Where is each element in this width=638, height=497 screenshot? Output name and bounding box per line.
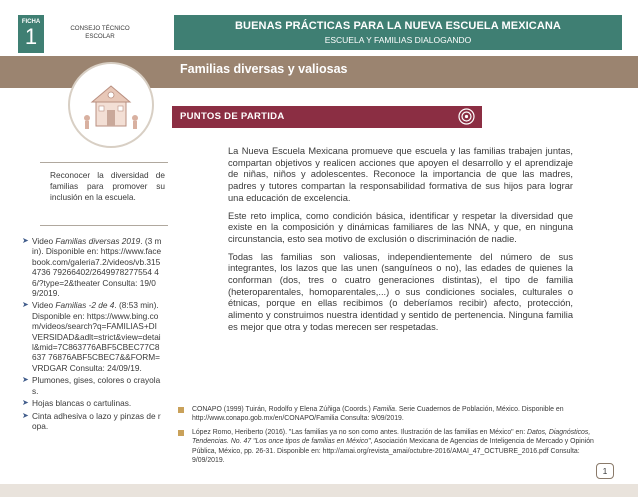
page-number: 1 bbox=[596, 463, 614, 479]
school-house-icon bbox=[68, 62, 154, 148]
ficha-tab bbox=[18, 15, 44, 53]
footer-band bbox=[0, 484, 638, 497]
divider bbox=[40, 162, 168, 163]
list-item: ➤ Hojas blancas o cartulinas. bbox=[22, 398, 132, 409]
consejo-tecnico-label: CONSEJO TÉCNICO ESCOLAR bbox=[70, 25, 130, 40]
header-subtitle: ESCUELA Y FAMILIAS DIALOGANDO bbox=[324, 35, 472, 45]
ficha-number: 1 bbox=[24, 24, 38, 49]
list-item: ➤ Cinta adhesiva o lazo y pinzas de ropa. bbox=[22, 410, 161, 431]
paragraph: La Nueva Escuela Mexicana promueve que escuela y las familias trabajen juntas, compartan objetivos y realicen acciones que apoyen el desarrollo y el aprendizaje de niñas, niños y adolescentes. Reconoce la importancia de que las madres, padres y tutores compartan la responsabilidad formativa de sus hijos para lograr una educación de excelencia. bbox=[228, 146, 573, 203]
puntos-de-partida-label: PUNTOS DE PARTIDA bbox=[180, 111, 285, 122]
paragraph: Este reto implica, como condición básica, identificar y respetar la diversidad que existe en la composición y dinámicas familiares de las NNA, y que, en ninguna circunstancia, esto sea motivo de exclusión o discriminación de nadie. bbox=[228, 210, 573, 244]
divider bbox=[40, 225, 168, 226]
arrow-icon: ➤ bbox=[22, 398, 29, 408]
arrow-icon: ➤ bbox=[22, 236, 29, 245]
list-item: ➤ Plumones, gises, colores o crayolas. bbox=[22, 375, 161, 396]
header-banner bbox=[174, 15, 622, 50]
references bbox=[178, 405, 598, 469]
main-text bbox=[228, 146, 573, 340]
list-item: ➤ Video Familias -2 de 4. (8:53 min). Disponible en: https://www.bing.com/videos/search?q=FAMILIAS+DIVERSIDAD&adlt=strict&view=detail&mid=7C863776ABF5CBEC77C8637 76876ABF5CBEC7&&FORM=VRDGAR Consulta: 24/09/19. bbox=[22, 300, 161, 373]
reference-item: López Romo, Heriberto (2016). "Las familias ya no son como antes. Ilustración de las familias en México" en: Datos, Diagnósticos, Tendencias. No. 47 "Los once tipos de familias en México", Asociación Mexicana de Agencias de Inteligencia de Mercado y Opinión Pública, México, pp. 26-31. Disponible en: http://amai.org/revista_amai/octubre-2016/AMAI_47_OCTUBRE_2016.pdf Consulta: 9/09/2019. bbox=[178, 428, 598, 466]
target-icon bbox=[458, 108, 475, 125]
arrow-icon: ➤ bbox=[22, 410, 29, 420]
list-item: ➤ Video Familias diversas 2019. (3 min). Disponible en: https://www.facebook.com/galeria7.2/videos/vb.3154736 79266402/2649978277554 46/?type=2&theater Consulta: 19/09/2019. bbox=[22, 236, 162, 299]
reference-item: CONAPO (1999) Tuirán, Rodolfo y Elena Zúñiga (Coords.) Familia. Serie Cuadernos de Población, México. Disponible en http://www.conapo.gob.mx/en/CONAPO/Familia Consulta: 9/09/2019. bbox=[178, 405, 598, 424]
section-title: Familias diversas y valiosas bbox=[180, 62, 348, 76]
bullet-square-icon bbox=[178, 407, 184, 413]
arrow-icon: ➤ bbox=[22, 300, 29, 310]
ficha-label: FICHA bbox=[21, 19, 41, 25]
header-title: BUENAS PRÁCTICAS PARA LA NUEVA ESCUELA MEXICANA bbox=[235, 20, 561, 32]
bullet-square-icon bbox=[178, 430, 184, 436]
arrow-icon: ➤ bbox=[22, 375, 29, 385]
paragraph: Todas las familias son valiosas, independientemente del número de sus integrantes, los lazos que las unen (sanguíneos o no), las edades de quienes la conforman (dos, tres o cuatro generaciones distintas), el tipo de familia (heteroparentales, homoparentales,...) o sus condiciones sociales, culturales o étnicas, porque en ellas recibimos (o deberíamos recibir) afecto, protección, alimento y construimos nuestra identidad y sentido de pertenencia. Ninguna familia es mejor que otra y todas merecen ser respetadas. bbox=[228, 251, 573, 332]
resource-list bbox=[22, 236, 162, 433]
purpose-text: Reconocer la diversidad de familias para promover su inclusión en la escuela. bbox=[50, 170, 165, 203]
puntos-de-partida-bar bbox=[172, 106, 482, 128]
header-left bbox=[0, 0, 170, 58]
